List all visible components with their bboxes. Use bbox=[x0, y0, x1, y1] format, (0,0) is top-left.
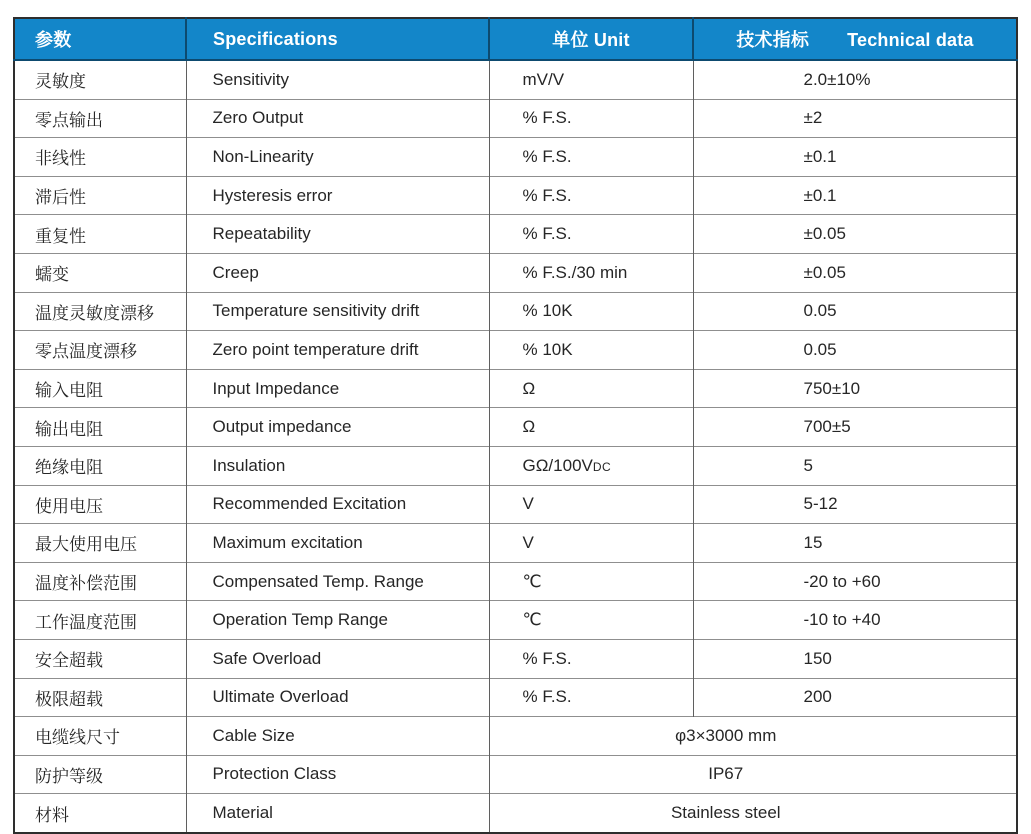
table-row bbox=[14, 794, 1017, 833]
unit-cell bbox=[489, 601, 693, 640]
spec-table bbox=[13, 17, 1018, 834]
table-row bbox=[14, 524, 1017, 563]
param-en-cell: Safe Overload bbox=[186, 639, 489, 678]
unit-main: % F.S. bbox=[522, 146, 572, 166]
param-en-cell: Hysteresis error bbox=[186, 176, 489, 215]
unit-cell bbox=[489, 331, 693, 370]
param-en-cell: Insulation bbox=[186, 446, 489, 485]
value-cell: -10 to +40 bbox=[693, 601, 1017, 640]
value-cell: 5 bbox=[693, 446, 1017, 485]
merged-value-cell: φ3×3000 mm bbox=[489, 717, 1017, 756]
param-en-cell: Output impedance bbox=[186, 408, 489, 447]
unit-main: % F.S. bbox=[522, 648, 572, 668]
param-en-cell: Compensated Temp. Range bbox=[186, 562, 489, 601]
unit-cell bbox=[489, 99, 693, 138]
spec-sheet bbox=[13, 17, 1018, 834]
unit-cell bbox=[489, 562, 693, 601]
value-cell: 750±10 bbox=[693, 369, 1017, 408]
param-en-cell: Ultimate Overload bbox=[186, 678, 489, 717]
param-en-cell: Zero Output bbox=[186, 99, 489, 138]
table-body bbox=[14, 60, 1017, 833]
unit-main: Ω bbox=[522, 417, 536, 437]
unit-cell bbox=[489, 176, 693, 215]
table-row bbox=[14, 639, 1017, 678]
unit-main: % F.S. bbox=[522, 185, 572, 205]
unit-main: Ω bbox=[522, 378, 536, 398]
table-row bbox=[14, 215, 1017, 254]
unit-cell bbox=[489, 524, 693, 563]
table-row bbox=[14, 408, 1017, 447]
table-row bbox=[14, 60, 1017, 99]
value-cell: 2.0±10% bbox=[693, 60, 1017, 99]
unit-cell bbox=[489, 485, 693, 524]
param-cn-cell: 防护等级 bbox=[14, 755, 186, 794]
value-cell: 200 bbox=[693, 678, 1017, 717]
value-cell: ±0.05 bbox=[693, 253, 1017, 292]
param-en-cell: Input Impedance bbox=[186, 369, 489, 408]
table-row bbox=[14, 678, 1017, 717]
param-cn-cell: 非线性 bbox=[14, 138, 186, 177]
param-en-cell: Operation Temp Range bbox=[186, 601, 489, 640]
unit-main: % F.S. bbox=[522, 224, 572, 244]
table-row bbox=[14, 99, 1017, 138]
header-unit: 单位 Unit bbox=[489, 18, 693, 60]
param-cn-cell: 零点输出 bbox=[14, 99, 186, 138]
table-row bbox=[14, 717, 1017, 756]
unit-cell bbox=[489, 369, 693, 408]
header-specifications: Specifications bbox=[186, 18, 489, 60]
unit-cell bbox=[489, 678, 693, 717]
unit-cell bbox=[489, 292, 693, 331]
unit-main: % 10K bbox=[522, 301, 573, 321]
unit-main: V bbox=[522, 494, 534, 514]
header-technical-cn: 技术指标 bbox=[736, 30, 810, 50]
value-cell: ±0.1 bbox=[693, 138, 1017, 177]
unit-cell bbox=[489, 639, 693, 678]
param-cn-cell: 绝缘电阻 bbox=[14, 446, 186, 485]
value-cell: 0.05 bbox=[693, 292, 1017, 331]
unit-cell bbox=[489, 215, 693, 254]
param-en-cell: Repeatability bbox=[186, 215, 489, 254]
unit-cell bbox=[489, 446, 693, 485]
table-row bbox=[14, 755, 1017, 794]
unit-main: ℃ bbox=[522, 571, 542, 591]
header-row bbox=[14, 18, 1017, 60]
param-cn-cell: 工作温度范围 bbox=[14, 601, 186, 640]
param-cn-cell: 温度灵敏度漂移 bbox=[14, 292, 186, 331]
table-row bbox=[14, 369, 1017, 408]
param-en-cell: Material bbox=[186, 794, 489, 833]
param-cn-cell: 蠕变 bbox=[14, 253, 186, 292]
param-en-cell: Maximum excitation bbox=[186, 524, 489, 563]
unit-main: % F.S. bbox=[522, 108, 572, 128]
param-cn-cell: 灵敏度 bbox=[14, 60, 186, 99]
param-cn-cell: 电缆线尺寸 bbox=[14, 717, 186, 756]
value-cell: ±2 bbox=[693, 99, 1017, 138]
table-row bbox=[14, 292, 1017, 331]
param-en-cell: Zero point temperature drift bbox=[186, 331, 489, 370]
value-cell: 0.05 bbox=[693, 331, 1017, 370]
unit-main: ℃ bbox=[522, 610, 542, 630]
value-cell: -20 to +60 bbox=[693, 562, 1017, 601]
table-row bbox=[14, 138, 1017, 177]
unit-main: % F.S./30 min bbox=[522, 262, 628, 282]
param-cn-cell: 输出电阻 bbox=[14, 408, 186, 447]
param-en-cell: Temperature sensitivity drift bbox=[186, 292, 489, 331]
header-technical-en: Technical data bbox=[847, 30, 974, 50]
merged-value-cell: IP67 bbox=[489, 755, 1017, 794]
param-cn-cell: 使用电压 bbox=[14, 485, 186, 524]
param-en-cell: Creep bbox=[186, 253, 489, 292]
param-en-cell: Protection Class bbox=[186, 755, 489, 794]
unit-cell bbox=[489, 60, 693, 99]
unit-main: % F.S. bbox=[522, 687, 572, 707]
param-cn-cell: 极限超载 bbox=[14, 678, 186, 717]
value-cell: ±0.05 bbox=[693, 215, 1017, 254]
unit-cell bbox=[489, 408, 693, 447]
param-en-cell: Non-Linearity bbox=[186, 138, 489, 177]
table-row bbox=[14, 253, 1017, 292]
value-cell: 150 bbox=[693, 639, 1017, 678]
value-cell: ±0.1 bbox=[693, 176, 1017, 215]
param-cn-cell: 输入电阻 bbox=[14, 369, 186, 408]
value-cell: 15 bbox=[693, 524, 1017, 563]
table-row bbox=[14, 601, 1017, 640]
param-cn-cell: 滞后性 bbox=[14, 176, 186, 215]
table-row bbox=[14, 485, 1017, 524]
table-row bbox=[14, 176, 1017, 215]
merged-value-cell: Stainless steel bbox=[489, 794, 1017, 833]
param-cn-cell: 零点温度漂移 bbox=[14, 331, 186, 370]
param-en-cell: Cable Size bbox=[186, 717, 489, 756]
param-en-cell: Sensitivity bbox=[186, 60, 489, 99]
param-cn-cell: 温度补偿范围 bbox=[14, 562, 186, 601]
unit-main: GΩ/100V bbox=[522, 455, 593, 475]
table-row bbox=[14, 331, 1017, 370]
param-cn-cell: 最大使用电压 bbox=[14, 524, 186, 563]
table-row bbox=[14, 446, 1017, 485]
value-cell: 5-12 bbox=[693, 485, 1017, 524]
unit-cell bbox=[489, 253, 693, 292]
header-technical-data bbox=[693, 18, 1017, 60]
table-row bbox=[14, 562, 1017, 601]
unit-sub: DC bbox=[592, 459, 612, 474]
param-cn-cell: 材料 bbox=[14, 794, 186, 833]
unit-cell bbox=[489, 138, 693, 177]
unit-main: mV/V bbox=[522, 69, 565, 89]
value-cell: 700±5 bbox=[693, 408, 1017, 447]
table-header bbox=[14, 18, 1017, 60]
unit-main: V bbox=[522, 532, 534, 552]
header-param: 参数 bbox=[14, 18, 186, 60]
param-cn-cell: 重复性 bbox=[14, 215, 186, 254]
unit-main: % 10K bbox=[522, 339, 573, 359]
param-cn-cell: 安全超载 bbox=[14, 639, 186, 678]
param-en-cell: Recommended Excitation bbox=[186, 485, 489, 524]
